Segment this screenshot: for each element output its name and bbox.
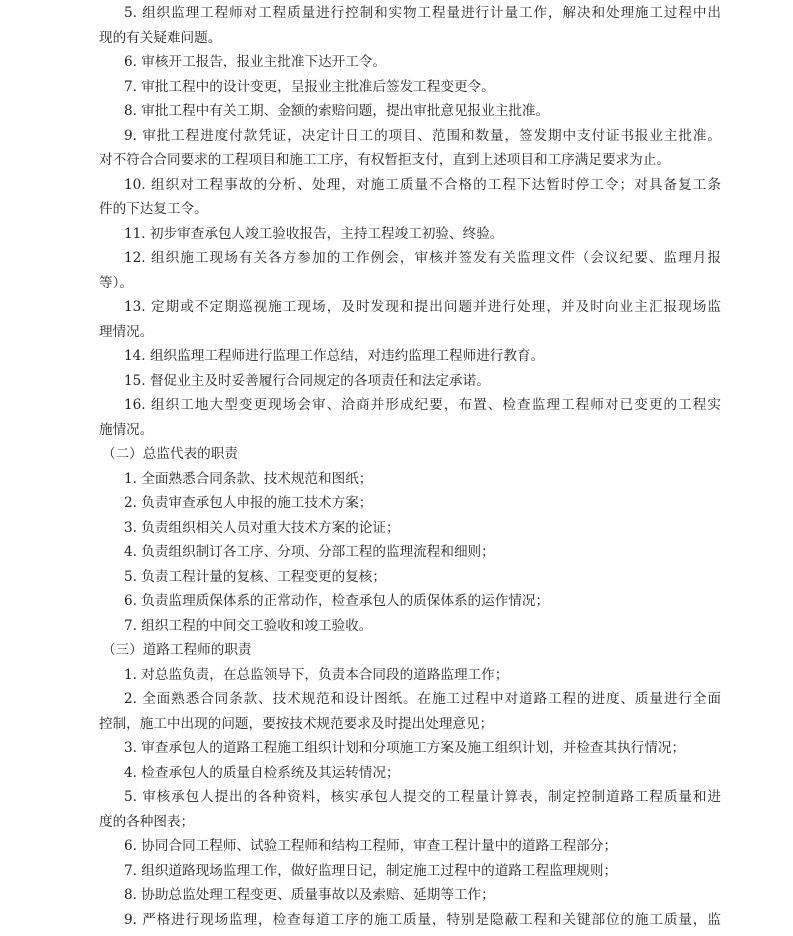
- section-2-item-1: 1. 全面熟悉合同条款、技术规范和图纸；: [124, 471, 373, 487]
- section-2-item-5: 5. 负责工程计量的复核、工程变更的复核；: [124, 569, 386, 585]
- section-2-item-2: 2. 负责审查承包人申报的施工技术方案；: [124, 495, 373, 511]
- section-3-item-5-line-1: 5. 审核承包人提出的各种资料，核实承包人提交的工程量计算表，制定控制道路工程质量和进: [124, 789, 721, 805]
- duty-10-line-2: 件的下达复工令。: [99, 201, 208, 217]
- duty-16-line-1: 16. 组织工地大型变更现场会审、洽商并形成纪要，布置、检查监理工程师对已变更的工程实: [124, 397, 721, 413]
- duty-15: 15. 督促业主及时妥善履行合同规定的各项责任和法定承诺。: [124, 373, 490, 389]
- section-3-item-2-line-2: 控制，施工中出现的问题，要按技术规范要求及时提出处理意见；: [99, 716, 494, 732]
- duty-5-line-1: 5. 组织监理工程师对工程质量进行控制和实物工程量进行计量工作，解决和处理施工过程中出: [124, 5, 721, 21]
- duty-9-line-2: 对不符合合同要求的工程项目和施工工序，有权暂拒支付，直到上述项目和工序满足要求为止。: [99, 152, 670, 168]
- section-3-item-4: 4. 检查承包人的质量自检系统及其运转情况；: [124, 765, 400, 781]
- duty-5-line-2: 现的有关疑难问题。: [99, 30, 222, 46]
- section-3-item-3: 3. 审查承包人的道路工程施工组织计划和分项施工方案及施工组织计划，并检查其执行情况；: [124, 740, 686, 756]
- section-2-item-7: 7. 组织工程的中间交工验收和竣工验收。: [124, 618, 373, 634]
- section-3-item-6: 6. 协同合同工程师、试验工程师和结构工程师，审查工程计量中的道路工程部分；: [124, 838, 618, 854]
- section-3-item-2-line-1: 2. 全面熟悉合同条款、技术规范和设计图纸。在施工过程中对道路工程的进度、质量进行全面: [124, 691, 721, 707]
- section-2-heading: （二）总监代表的职责: [102, 446, 238, 462]
- section-3-item-8: 8. 协助总监处理工程变更、质量事故以及索赔、延期等工作；: [124, 887, 495, 903]
- section-3-item-1: 1. 对总监负责，在总监领导下，负责本合同段的道路监理工作；: [124, 667, 509, 683]
- duty-6: 6. 审核开工报告，报业主批准下达开工令。: [124, 54, 386, 70]
- duty-10-line-1: 10. 组织对工程事故的分析、处理，对施工质量不合格的工程下达暂时停工令；对具备复工条: [124, 177, 721, 193]
- section-3-item-7: 7. 组织道路现场监理工作，做好监理日记，制定施工过程中的道路工程监理规则；: [124, 863, 618, 879]
- duty-16-line-2: 施情况。: [99, 422, 154, 438]
- duty-11: 11. 初步审查承包人竣工验收报告，主持工程竣工初验、终验。: [124, 226, 504, 242]
- duty-9-line-1: 9. 审批工程进度付款凭证，决定计日工的项目、范围和数量，签发期中支付证书报业主批准。: [124, 128, 721, 144]
- duty-14: 14. 组织监理工程师进行监理工作总结，对违约监理工程师进行教育。: [124, 348, 545, 364]
- section-2-item-4: 4. 负责组织制订各工序、分项、分部工程的监理流程和细则；: [124, 544, 495, 560]
- duty-7: 7. 审批工程中的设计变更，呈报业主批准后签发工程变更令。: [124, 79, 495, 95]
- duty-12-line-2: 等）。: [99, 275, 133, 291]
- section-2-item-3: 3. 负责组织相关人员对重大技术方案的论证；: [124, 520, 400, 536]
- section-2-item-6: 6. 负责监理质保体系的正常动作，检查承包人的质保体系的运作情况；: [124, 593, 550, 609]
- duty-8: 8. 审批工程中有关工期、金额的索赔问题，提出审批意见报业主批准。: [124, 103, 550, 119]
- duty-13-line-1: 13. 定期或不定期巡视施工现场，及时发现和提出问题并进行处理，并及时向业主汇报现场监: [124, 299, 721, 315]
- section-3-heading: （三）道路工程师的职责: [102, 642, 252, 658]
- duty-13-line-2: 理情况。: [99, 324, 154, 340]
- duty-12-line-1: 12. 组织施工现场有关各方参加的工作例会，审核并签发有关监理文件（会议纪要、监理月报: [124, 250, 721, 266]
- section-3-item-5-line-2: 度的各种图表；: [99, 814, 195, 830]
- section-3-item-9-line-1: 9. 严格进行现场监理，检查每道工序的施工质量，特别是隐蔽工程和关键部位的施工质量，监: [124, 912, 721, 928]
